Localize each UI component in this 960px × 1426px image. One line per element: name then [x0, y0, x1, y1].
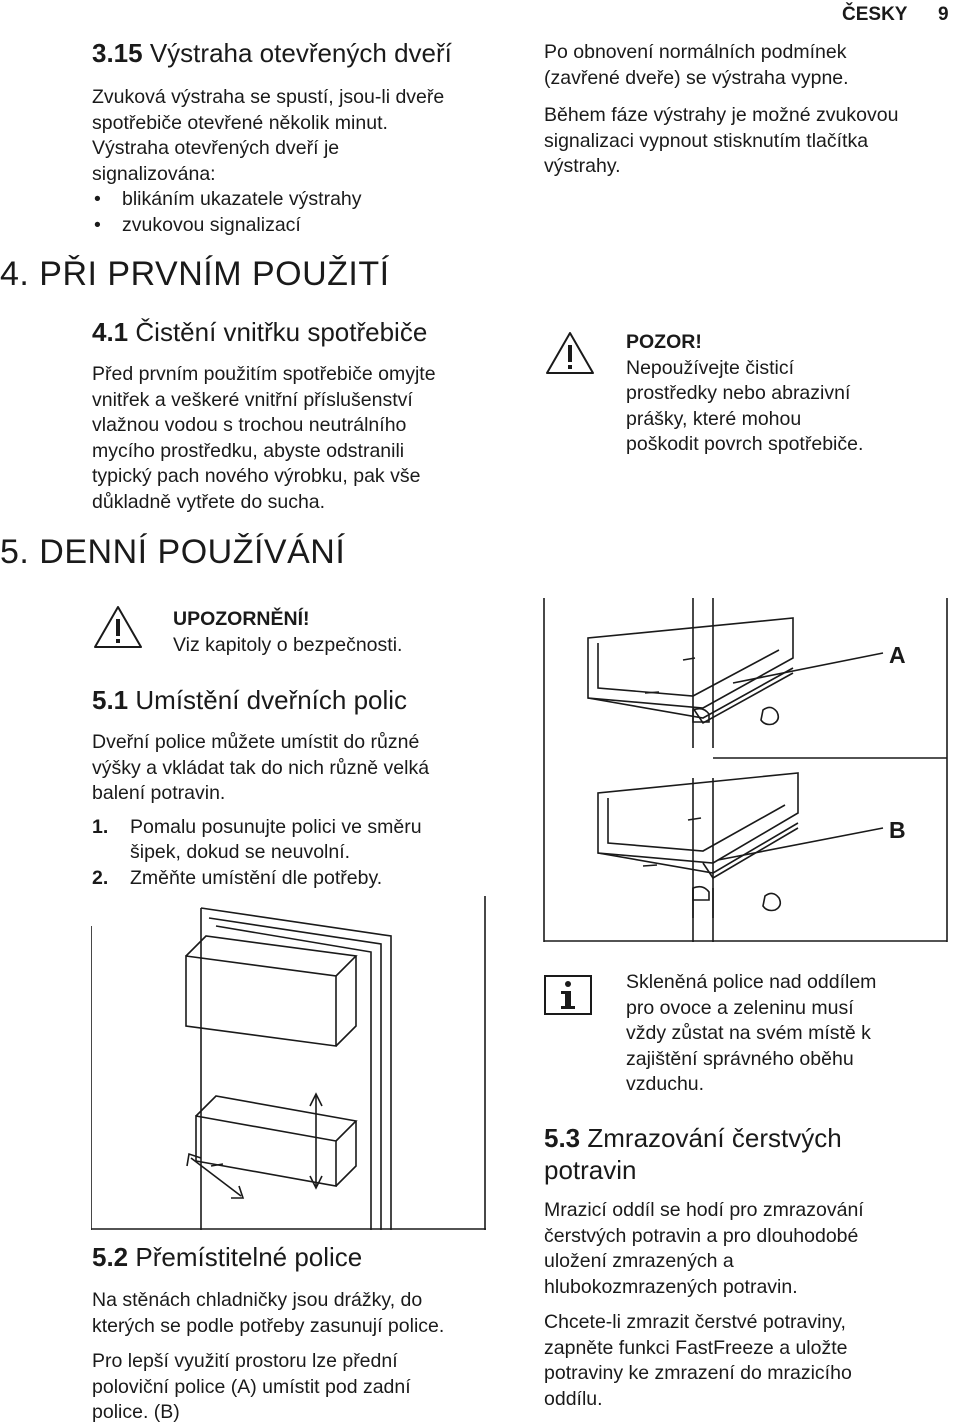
section-number: 5.2 — [92, 1242, 129, 1272]
text-line: Během fáze výstrahy je možné zvukovou — [544, 104, 899, 126]
text-line: vnitřek a veškeré vnitřní příslušenství — [92, 388, 413, 411]
text-line: vzduchu. — [626, 1073, 705, 1095]
figure-label-a: A — [889, 642, 906, 668]
text-line: Zvuková výstraha se spustí, jsou-li dveře — [92, 86, 445, 108]
text-line: důkladně vytřete do sucha. — [92, 490, 326, 513]
caution-title: POZOR! — [626, 331, 702, 353]
door-alarm-continued — [544, 40, 954, 180]
section-number: 4.1 — [92, 317, 129, 347]
section-4-1-title — [92, 316, 427, 348]
caution-note — [626, 330, 946, 458]
text-line: Před prvním použitím spotřebiče omyjte — [92, 363, 436, 385]
text-line: výšky a vkládat tak do nich různě velká — [92, 756, 430, 779]
text-line: Nepoužívejte čisticí — [626, 356, 794, 379]
text-line: signalizována: — [92, 162, 216, 185]
section-5-3-title — [544, 1122, 944, 1186]
section-4-1-body — [92, 362, 512, 515]
section-5-3-body — [544, 1198, 944, 1412]
text-line: balení potravin. — [92, 782, 226, 804]
text-line: typický pach nového výrobku, pak vše — [92, 465, 421, 487]
text-line: pro ovoce a zeleninu musí — [626, 996, 854, 1019]
page-number: 9 — [938, 4, 949, 25]
section-number: 5.1 — [92, 685, 129, 715]
bullet-item: • zvukovou signalizací — [92, 213, 512, 239]
text-line: (zavřené dveře) se výstraha vypne. — [544, 66, 849, 89]
caution-icon — [544, 330, 596, 376]
info-note — [626, 970, 946, 1098]
text-line: prostředky nebo abrazivní — [626, 382, 851, 404]
text-line: vždy zůstat na svém místě k — [626, 1022, 871, 1044]
section-title-text: Přemístitelné police — [135, 1242, 363, 1272]
text-line: potraviny ke zmrazení do mrazicího — [544, 1362, 852, 1384]
section-title-text: Čistění vnitřku spotřebiče — [135, 317, 428, 347]
section-3-15-title — [92, 37, 452, 69]
text-line: oddílu. — [544, 1387, 603, 1410]
text-line: poloviční police (A) umístit pod zadní — [92, 1375, 411, 1398]
section-5-2-body — [92, 1288, 522, 1426]
text-line: Výstraha otevřených dveří je — [92, 137, 340, 159]
text-line: zajištění správného oběhu — [626, 1047, 854, 1070]
header-language: ČESKY — [842, 4, 908, 25]
text-line: hlubokozmrazených potravin. — [544, 1275, 798, 1298]
section-5-1-title — [92, 684, 407, 716]
bullet-item: • blikáním ukazatele výstrahy — [92, 187, 512, 213]
figure-shelves — [543, 598, 948, 942]
text-line: Na stěnách chladničky jsou drážky, do — [92, 1289, 423, 1311]
figure-label-b: B — [889, 817, 906, 843]
text-line: Skleněná police nad oddílem — [626, 971, 877, 993]
section-title-text: Zmrazování čerstvých — [587, 1123, 842, 1153]
text-line: Mrazicí oddíl se hodí pro zmrazování — [544, 1199, 864, 1221]
text-line: police. (B) — [92, 1401, 180, 1423]
step-number: 1. — [92, 815, 109, 838]
text-line: Změňte umístění dle potřeby. — [130, 866, 383, 889]
text-line: Po obnovení normálních podmínek — [544, 41, 847, 63]
text-line: kterých se podle potřeby zasunují police. — [92, 1314, 445, 1337]
figure-door-shelf — [91, 896, 486, 1230]
section-3-15-body — [92, 85, 512, 238]
section-title-text: Výstraha otevřených dveří — [149, 38, 452, 68]
chapter-4-title: 4. PŘI PRVNÍM POUŽITÍ — [0, 255, 390, 293]
text-line: vlažnou vodou s trochou neutrálního — [92, 414, 407, 436]
text-line: spotřebiče otevřené několik minut. — [92, 111, 388, 134]
warning-icon — [92, 604, 144, 650]
text-line: signalizaci vypnout stisknutím tlačítka — [544, 129, 869, 152]
text-line: poškodit povrch spotřebiče. — [626, 433, 864, 455]
section-title-text: Umístění dveřních polic — [135, 685, 408, 715]
section-number: 3.15 — [92, 38, 143, 68]
text-line: Chcete-li zmrazit čerstvé potraviny, — [544, 1311, 846, 1333]
section-5-2-title — [92, 1241, 362, 1273]
step-number: 2. — [92, 866, 109, 889]
section-5-1-body — [92, 730, 512, 891]
warning-text: Viz kapitoly o bezpečnosti. — [173, 633, 403, 656]
text-line: zapněte funkci FastFreeze a uložte — [544, 1336, 848, 1359]
info-icon — [544, 975, 592, 1015]
text-line: Pro lepší využití prostoru lze přední — [92, 1350, 398, 1372]
chapter-5-title: 5. DENNÍ POUŽÍVÁNÍ — [0, 533, 346, 571]
section-title-text: potravin — [544, 1155, 637, 1185]
text-line: uložení zmrazených a — [544, 1250, 734, 1272]
warning-note — [173, 607, 503, 658]
text-line: mycího prostředku, abyste odstranili — [92, 439, 405, 462]
text-line: čerstvých potravin a pro dlouhodobé — [544, 1224, 859, 1247]
step-item — [92, 815, 512, 866]
section-number: 5.3 — [544, 1123, 581, 1153]
text-line: výstrahy. — [544, 155, 621, 177]
text-line: prášky, které mohou — [626, 407, 802, 430]
text-line: Pomalu posunujte polici ve směru — [130, 815, 422, 838]
text-line: Dveřní police můžete umístit do různé — [92, 731, 420, 753]
text-line: šipek, dokud se neuvolní. — [130, 841, 351, 863]
step-item — [92, 866, 512, 892]
warning-title: UPOZORNĚNÍ! — [173, 608, 310, 630]
